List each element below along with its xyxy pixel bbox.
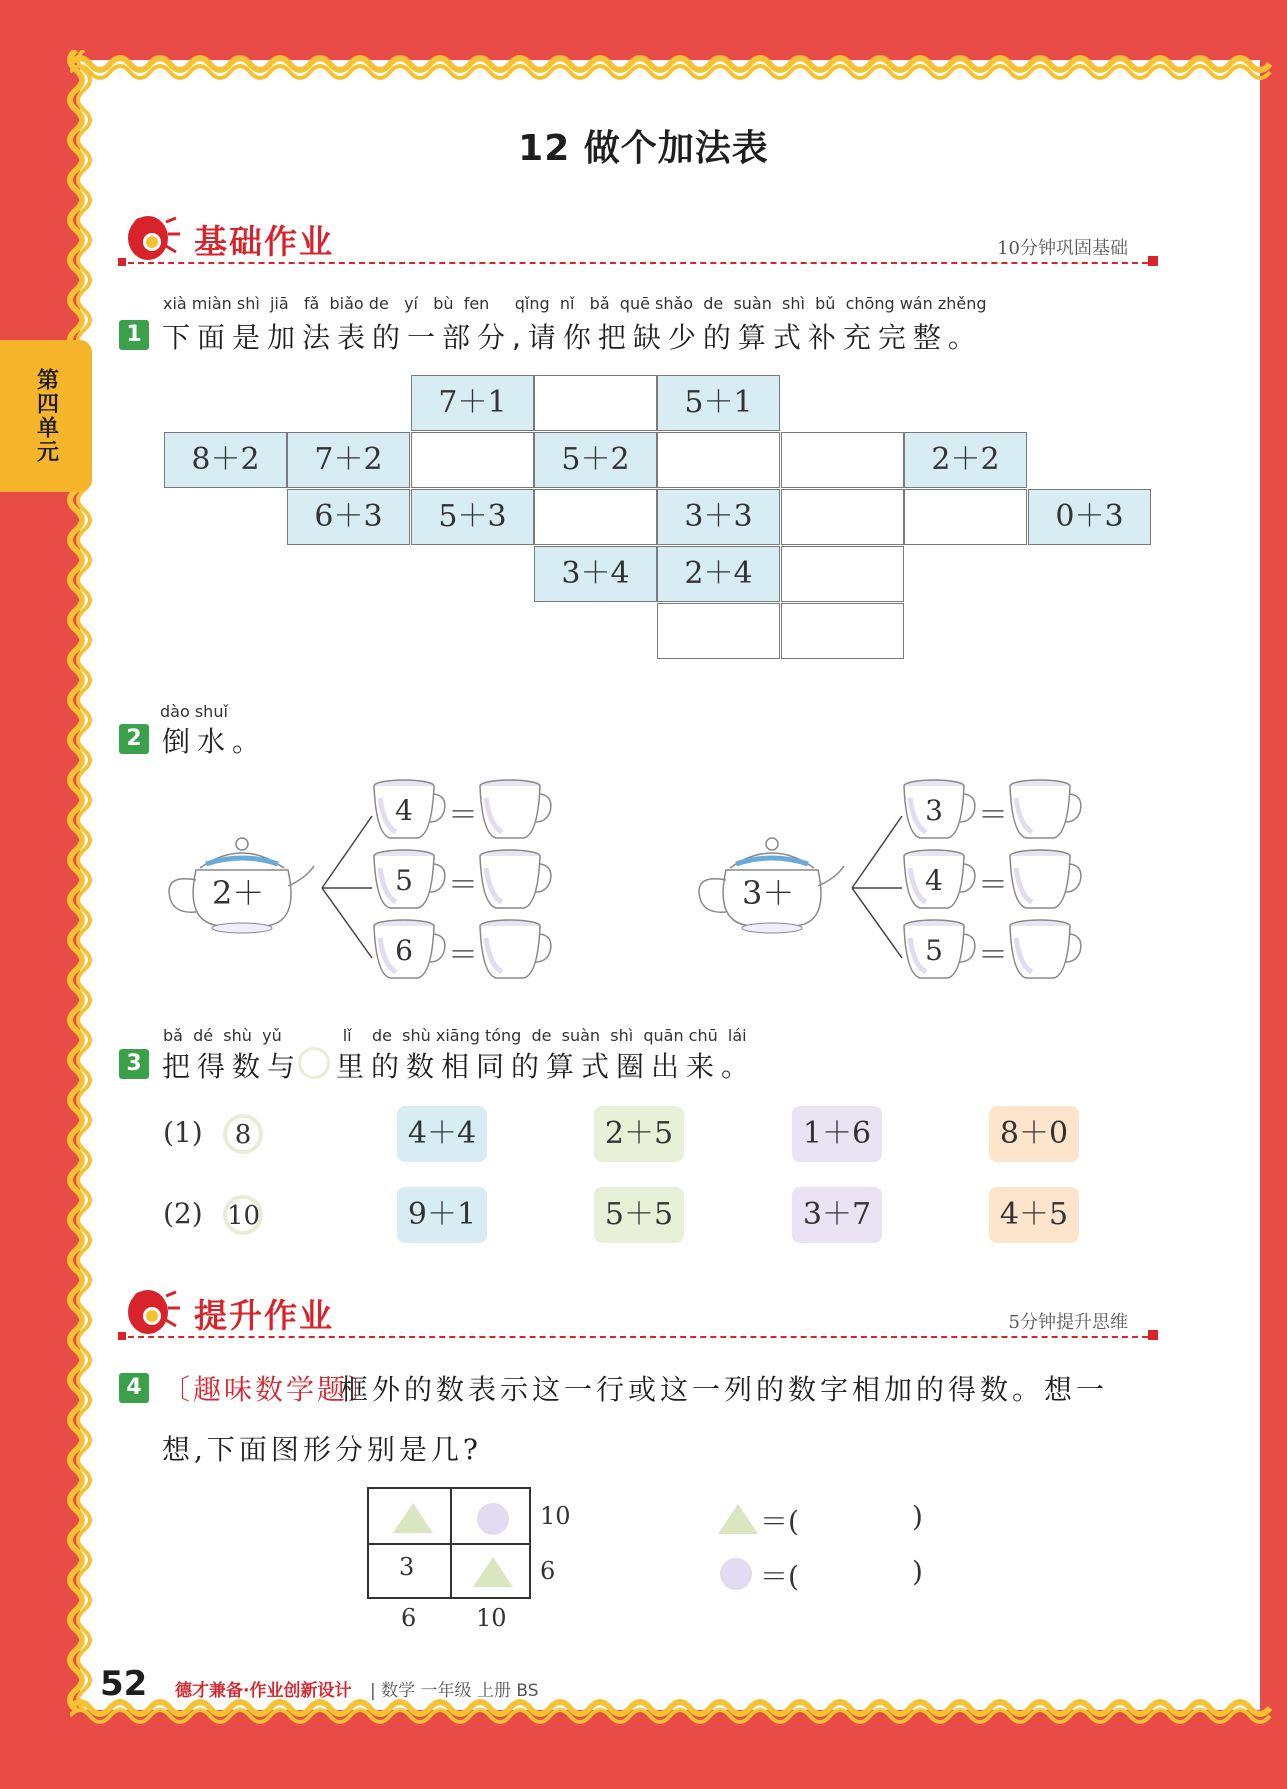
q3-choice-option[interactable]: 4＋4	[397, 1106, 487, 1162]
section-title: 提升作业	[194, 1296, 334, 1335]
equals-sign: ＝	[448, 938, 478, 973]
page-number: 52	[100, 1664, 148, 1704]
teapot-label: 3＋	[742, 874, 795, 912]
table-cell-blank[interactable]	[657, 432, 780, 488]
q3-choice-option[interactable]: 9＋1	[397, 1187, 487, 1243]
q3-number: 3	[119, 1049, 149, 1079]
q4-number: 4	[119, 1373, 149, 1403]
cup-number: 5	[925, 934, 943, 967]
table-cell: 3＋4	[534, 546, 657, 602]
col-sum-2: 10	[476, 1604, 507, 1632]
table-cell-blank[interactable]	[534, 375, 657, 431]
empty-cup-answer[interactable]	[1006, 918, 1086, 982]
section-header-basic	[118, 212, 1158, 272]
grid-number: 3	[399, 1553, 415, 1581]
rule-end	[1148, 1330, 1158, 1340]
section-header-advanced	[118, 1286, 1158, 1346]
table-cell: 7＋1	[411, 375, 534, 431]
q4-tag: 〔趣味数学题〕	[162, 1373, 380, 1406]
wavy-border-top	[70, 44, 1280, 84]
table-cell-blank[interactable]	[781, 432, 904, 488]
circle-icon	[475, 1501, 511, 1537]
table-cell-blank[interactable]	[781, 489, 904, 545]
q3-row-label: (1)	[163, 1116, 203, 1149]
table-cell-blank[interactable]	[411, 432, 534, 488]
unit-tab	[0, 340, 92, 492]
cup-number: 3	[925, 794, 943, 827]
footer-brand: 德才兼备·作业创新设计	[175, 1681, 352, 1701]
answer-close-triangle: )	[912, 1500, 923, 1533]
equals-sign: ＝	[978, 798, 1008, 833]
section-rule	[118, 1336, 1158, 1338]
wavy-border-left	[56, 50, 96, 1720]
section-rule	[118, 262, 1158, 264]
empty-cup-answer[interactable]	[476, 778, 556, 842]
table-cell-blank[interactable]	[781, 603, 904, 659]
answer-close-circle: )	[912, 1555, 923, 1588]
empty-cup-answer[interactable]	[1006, 778, 1086, 842]
section-subtitle: 10分钟巩固基础	[997, 238, 1128, 259]
empty-cup-answer[interactable]	[476, 848, 556, 912]
empty-cup-answer[interactable]	[1006, 848, 1086, 912]
row-sum-2: 6	[540, 1557, 556, 1585]
q3-target-circle: 10	[223, 1195, 263, 1235]
table-cell: 0＋3	[1028, 489, 1151, 545]
table-cell-blank[interactable]	[904, 489, 1027, 545]
table-cell: 5＋3	[411, 489, 534, 545]
q1-pinyin: xià miàn shì jiā fǎ biǎo de yí bù fen qǐng nǐ bǎ quē shǎo de suàn shì bǔ chōng wán zhěng	[163, 294, 987, 313]
q1-number: 1	[119, 320, 149, 350]
q3-row-label: (2)	[163, 1197, 203, 1230]
table-cell: 2＋2	[904, 432, 1027, 488]
empty-cup-answer[interactable]	[476, 918, 556, 982]
section-subtitle: 5分钟提升思维	[1008, 1312, 1128, 1333]
q2-text: 倒水。	[162, 725, 268, 758]
grid-divider-h	[369, 1543, 529, 1545]
q3-choice-option[interactable]: 5＋5	[594, 1187, 684, 1243]
bell-icon	[118, 212, 184, 268]
footer-info: | 数学 一年级 上册 BS	[370, 1681, 539, 1701]
bell-icon	[118, 1286, 184, 1342]
q2-pinyin: dào shuǐ	[160, 702, 228, 721]
unit-tab-label: 第四单元	[33, 368, 59, 464]
triangle-icon	[471, 1555, 515, 1589]
equals-sign: ＝	[978, 938, 1008, 973]
section-title: 基础作业	[194, 222, 334, 261]
col-sum-1: 6	[401, 1604, 417, 1632]
q1-text: 下面是加法表的一部分,请你把缺少的算式补充完整。	[162, 321, 983, 354]
equals-sign: ＝	[448, 868, 478, 903]
cup-number: 4	[925, 864, 943, 897]
circle-icon	[718, 1556, 754, 1592]
q3-pinyin: bǎ dé shù yǔ lǐ de shù xiāng tóng de suàn shì quān chū lái	[163, 1026, 747, 1045]
q3-choice-option[interactable]: 4＋5	[989, 1187, 1079, 1243]
triangle-icon	[391, 1501, 435, 1535]
page-title: 12 做个加法表	[518, 128, 769, 169]
table-cell: 2＋4	[657, 546, 780, 602]
q3-choice-option[interactable]: 2＋5	[594, 1106, 684, 1162]
q3-inline-circle-icon	[298, 1047, 330, 1079]
q2-number: 2	[119, 724, 149, 754]
table-cell-blank[interactable]	[657, 603, 780, 659]
q3-choice-option[interactable]: 3＋7	[792, 1187, 882, 1243]
table-cell-blank[interactable]	[781, 546, 904, 602]
equals-sign: ＝	[978, 868, 1008, 903]
cup-number: 5	[395, 864, 413, 897]
equals-sign: ＝	[448, 798, 478, 833]
q4-text-line2: 想,下面图形分别是几?	[162, 1433, 482, 1466]
triangle-answer-blank[interactable]	[800, 1505, 906, 1535]
teapot-label: 2＋	[212, 874, 265, 912]
table-cell: 3＋3	[657, 489, 780, 545]
circle-answer-blank[interactable]	[800, 1560, 906, 1590]
q3-text-a: 把得数与	[162, 1050, 303, 1083]
q4-text-line1: 框外的数表示这一行或这一列的数字相加的得数。想一	[340, 1373, 1109, 1406]
cup-number: 6	[395, 934, 413, 967]
table-cell-blank[interactable]	[534, 489, 657, 545]
table-cell: 5＋2	[534, 432, 657, 488]
q3-target-circle: 8	[223, 1114, 263, 1154]
cup-number: 4	[395, 794, 413, 827]
row-sum-1: 10	[540, 1502, 571, 1530]
q3-choice-option[interactable]: 1＋6	[792, 1106, 882, 1162]
wavy-border-bottom	[70, 1696, 1280, 1736]
table-cell: 6＋3	[287, 489, 410, 545]
triangle-icon	[716, 1502, 760, 1536]
q3-choice-option[interactable]: 8＋0	[989, 1106, 1079, 1162]
table-cell: 7＋2	[287, 432, 410, 488]
shape-grid	[367, 1487, 531, 1599]
table-cell: 8＋2	[164, 432, 287, 488]
answer-eq-triangle: ＝(	[760, 1505, 799, 1538]
answer-eq-circle: ＝(	[760, 1560, 799, 1593]
table-cell: 5＋1	[657, 375, 780, 431]
q3-text-b: 里的数相同的算式圈出来。	[336, 1050, 757, 1083]
rule-end	[1148, 256, 1158, 266]
